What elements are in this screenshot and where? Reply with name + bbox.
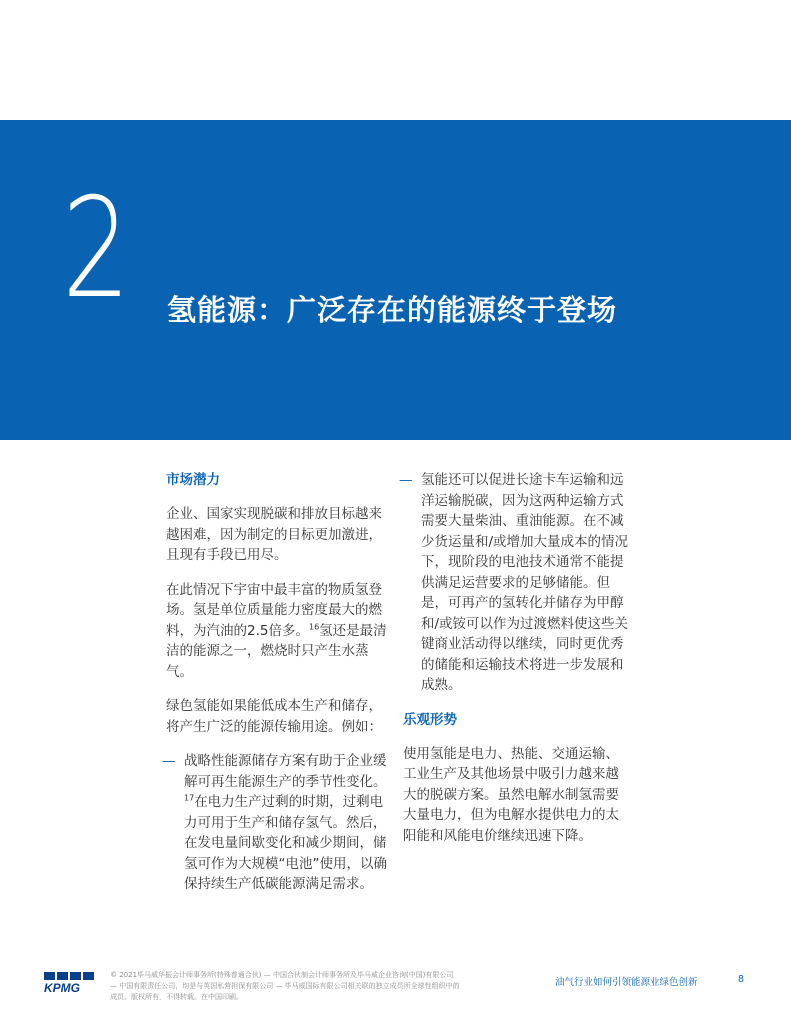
- logo-text: KPMG: [44, 981, 80, 995]
- bullet-item: [399, 470, 631, 696]
- paragraph-text: 氢还是最清洁的能源之一，燃烧时只产生水蒸气。: [166, 622, 387, 680]
- paragraph: 企业、国家实现脱碳和排放目标越来越困难，因为制定的目标更加激进，且现有手段已用尽。: [166, 506, 382, 563]
- section-heading-optimistic-outlook: 乐观形势: [403, 711, 457, 728]
- left-column: [162, 470, 394, 909]
- paragraph-text: 在此情况下宇宙中最丰富的物质氢登场。氢是单位质量能力密度最大的燃料，为汽油的2.5倍多。: [166, 581, 382, 639]
- chapter-number: 2: [62, 168, 129, 329]
- right-column: [399, 470, 631, 860]
- bullet-text: 战略性能源储存方案有助于企业缓解可再生能源生产的季节性变化。: [184, 753, 387, 790]
- bullet-text: 在电力生产过剩的时期，过剩电力可用于生产和储存氢气。然后，在发电量间歇变化和减少期间，储氢可作为大规模“电池”使用，以确保持续生产低碳能源满足需求。: [184, 794, 387, 892]
- chapter-title: 氢能源：广泛存在的能源终于登场: [167, 293, 618, 327]
- kpmg-logo: [44, 972, 94, 996]
- footnote-ref: 17: [184, 793, 195, 803]
- paragraph: 绿色氢能如果能低成本生产和储存，将产生广泛的能源传输用途。例如：: [166, 698, 382, 735]
- footer-legal-text: © 2021毕马威华振会计师事务所(特殊普通合伙) — 中国合伙制会计师事务所及毕马威企业咨询(中国)有限公司 — 中国有限责任公司，均是与英国私营担保有限公司 — 毕马威国际有限公司相关联的独立成员所全球性组织中的成员。版权所有，不得转载。在中国印刷。: [110, 971, 460, 1001]
- footnote-ref: 16: [308, 622, 320, 631]
- footer-report-title: 油气行业如何引领能源业绿色创新: [555, 977, 698, 988]
- bullet-text: 氢能还可以促进长途卡车运输和远洋运输脱碳，因为这两种运输方式需要大量柴油、重油能源。在不减少货运量和/或增加大量成本的情况下，现阶段的电池技术通常不能提供满足运营要求的足够储能。但是，可再产的氢转化并储存为甲醇和/或铵可以作为过渡燃料使这些关键商业活动得以继续，同时更优秀的储能和运输技术将进一步发展和成熟。: [421, 472, 629, 693]
- page-number: 8: [738, 974, 745, 985]
- paragraph: [166, 580, 394, 683]
- bullet-item: [162, 751, 394, 895]
- section-heading-market-potential: 市场潜力: [166, 472, 220, 488]
- paragraph: 使用氢能是电力、热能、交通运输、工业生产及其他场景中吸引力越来越大的脱碳方案。虽然电解水制氢需要大量电力，但为电解水提供电力的太阳能和风能电价继续迅速下降。: [403, 745, 619, 844]
- bullet-dash: —: [399, 472, 413, 488]
- bullet-dash: —: [162, 753, 176, 769]
- logo-blocks-icon: [44, 972, 94, 980]
